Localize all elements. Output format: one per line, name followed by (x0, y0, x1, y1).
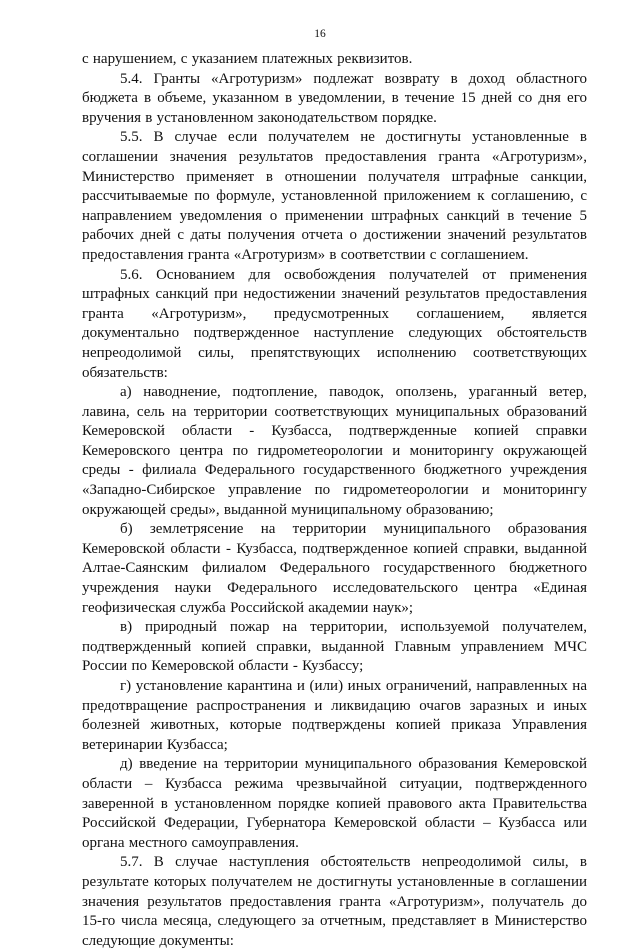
page-number: 16 (314, 28, 326, 40)
paragraph-5-6: 5.6. Основанием для освобождения получателей от применения штрафных санкций при недостижении значений результатов предоставления гранта «Агротуризм», предусмотренных соглашением, является документально подтвержденное наступление следующих обстоятельств непреодолимой силы, препятствующих исполнению соответствующих обязательств: (82, 266, 587, 381)
list-item-v: в) природный пожар на территории, используемой получателем, подтвержденный копией справки, выданной Главным управлением МЧС России по Кемеровской области - Кузбассу; (82, 619, 587, 675)
paragraph-5-4: 5.4. Гранты «Агротуризм» подлежат возврату в доход областного бюджета в объеме, указанном в уведомлении, в течение 15 дней со дня его вручения в установленном законодательством порядке. (82, 70, 587, 126)
paragraph-continuation: с нарушением, с указанием платежных реквизитов. (82, 51, 413, 67)
list-item-b: б) землетрясение на территории муниципального образования Кемеровской области - Кузбасса, подтвержденное копией справки, выданной Алтае-Саянским филиалом Федерального государственного бюджетного учреждения науки Федерального исследовательского центра «Единая геофизическая служба Российской академии наук»; (82, 521, 587, 616)
list-item-g: г) установление карантина и (или) иных ограничений, направленных на предотвращение распространения и ликвидацию очагов заразных и иных болезней животных, которые подтверждены копией приказа Управления ветеринарии Кузбасса; (82, 678, 587, 753)
paragraph-5-7: 5.7. В случае наступления обстоятельств непреодолимой силы, в результате которых получателем не достигнуты установленные в соглашении значения результатов предоставления гранта «Агротуризм», получатель до 15-го числа месяца, следующего за отчетным, представляет в Министерство следующие документы: (82, 854, 587, 949)
paragraph-5-5: 5.5. В случае если получателем не достигнуты установленные в соглашении значения результатов предоставления гранта «Агротуризм», Министерство применяет в отношении получателя штрафные санкции, рассчитываемые по формуле, установленной приложением к соглашению, с направлением уведомления о применении штрафных санкций в течение 5 рабочих дней с даты получения отчета о достижении значений результатов предоставления гранта «Агротуризм» в соответствии с соглашением. (82, 129, 587, 263)
list-item-a: а) наводнение, подтопление, паводок, оползень, ураганный ветер, лавина, сель на территории соответствующих муниципальных образований Кемеровской области - Кузбасса, подтвержденные копией справки Кемеровского центра по гидрометеорологии и мониторингу окружающей среды - филиала Федерального государственного бюджетного учреждения «Западно-Сибирское управление по гидрометеорологии и мониторингу окружающей среды», выданной муниципальному образованию; (82, 384, 587, 518)
document-body (82, 50, 587, 951)
list-item-d: д) введение на территории муниципального образования Кемеровской области – Кузбасса режима чрезвычайной ситуации, подтвержденного заверенной в установленном порядке копией правового акта Правительства Российской Федерации, Губернатора Кемеровской области – Кузбасса или органа местного самоуправления. (82, 756, 587, 851)
